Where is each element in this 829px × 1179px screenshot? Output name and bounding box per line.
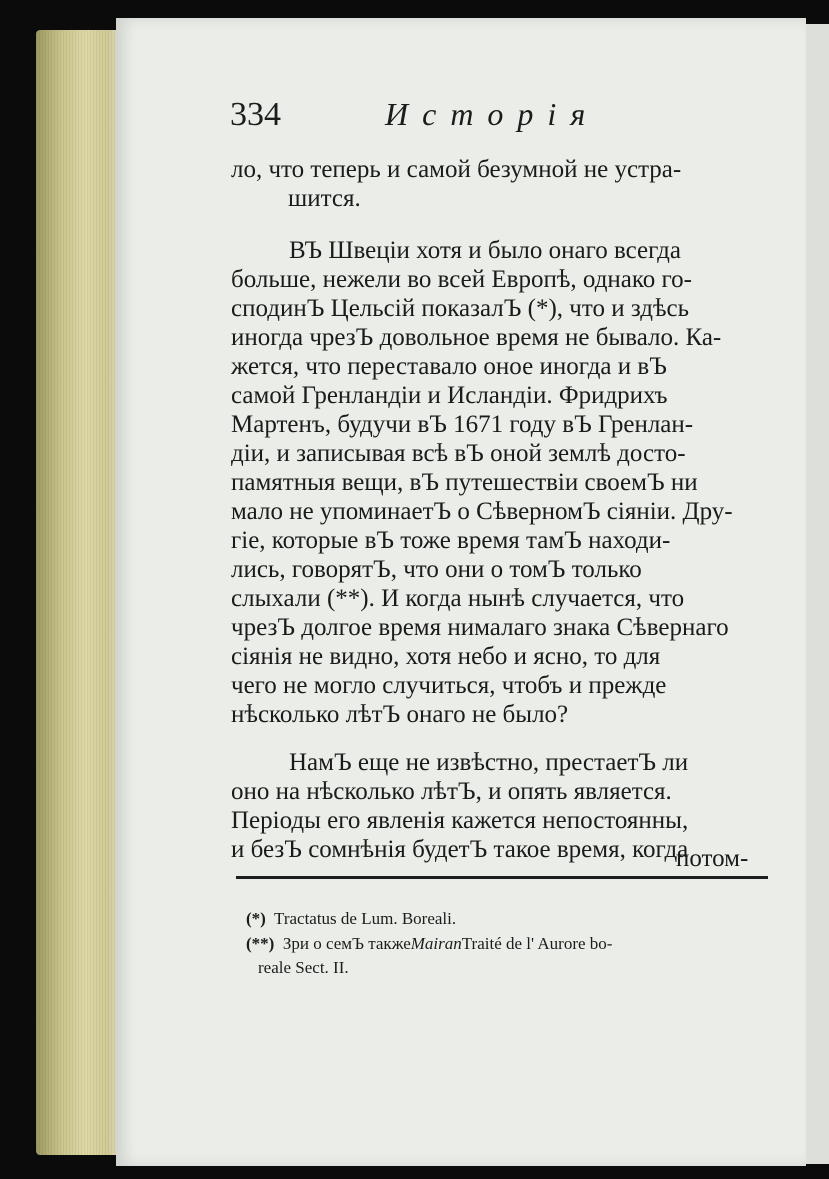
facing-page (806, 24, 829, 1164)
text-line: сподинЪ Цельсій показалЪ (*), что и здѣсь (231, 295, 690, 322)
page-header (230, 96, 770, 140)
text-line: діи, и записывая всѣ вЪ оной землѣ досто- (231, 440, 686, 467)
running-title: Исторія (385, 96, 600, 132)
text-line: сіянія не видно, хотя небо и ясно, то для (231, 643, 661, 670)
footnote-mark: (*) (246, 909, 266, 928)
page-number: 334 (230, 96, 281, 133)
text-line: жется, что переставало оное иногда и вЪ (231, 353, 667, 380)
footnote-text: Зри о семЪ также (282, 934, 411, 953)
text-line: слыхали (**). И когда нынѣ случается, что (231, 585, 685, 612)
text-line: чего не могло случиться, чтобъ и прежде (231, 672, 667, 699)
text-line: чрезЪ долгое время нималаго знака Сѣвернаго (231, 614, 729, 641)
footnote-italic: Mairan (410, 934, 462, 953)
text-line: шится. (288, 185, 361, 212)
book-page-edges (36, 30, 120, 1155)
text-line: самой Гренландіи и Исландіи. Фридрихъ (231, 382, 668, 409)
text-line: лись, говорятЪ, что они о томЪ только (231, 556, 642, 583)
text-line: оно на нѣсколько лѣтЪ, и опять является. (231, 778, 672, 805)
footnote-text: Tractatus de Lum. Boreali. (274, 909, 457, 928)
footnote-rule (236, 876, 768, 879)
text-line: памятныя вещи, вЪ путешествіи своемЪ ни (231, 469, 698, 496)
text-line: мало не упоминаетЪ о СѣверномЪ сіяніи. Дру- (231, 498, 733, 525)
footnote-2 (246, 934, 612, 954)
text-line: нѣсколько лѣтЪ онаго не было? (231, 701, 569, 728)
footnote-2-continued: reale Sect. II. (258, 958, 349, 977)
text-line: гіе, которые вЪ тоже время тамЪ находи- (231, 527, 671, 554)
text-line: Мартенъ, будучи вЪ 1671 году вЪ Гренлан- (231, 411, 694, 438)
text-line: НамЪ еще не извѣстно, престаетЪ ли (289, 749, 689, 776)
text-line: Періоды его явленія кажется непостоянны, (231, 807, 689, 834)
footnote-1 (246, 909, 456, 929)
text-line: иногда чрезЪ довольное время не бывало. Ка- (231, 324, 722, 351)
footnote-mark: (**) (246, 934, 275, 953)
text-line: потом- (676, 845, 749, 872)
footnote-text: Traité de l' Aurore bo- (461, 934, 613, 953)
text-line: ло, что теперь и самой безумной не устра- (231, 156, 682, 183)
text-line: ВЪ Швеціи хотя и было онаго всегда (289, 237, 681, 264)
text-line: больше, нежели во всей Европѣ, однако го- (231, 266, 692, 293)
text-line: и безЪ сомнѣнія будетЪ такое время, когда (231, 836, 689, 863)
